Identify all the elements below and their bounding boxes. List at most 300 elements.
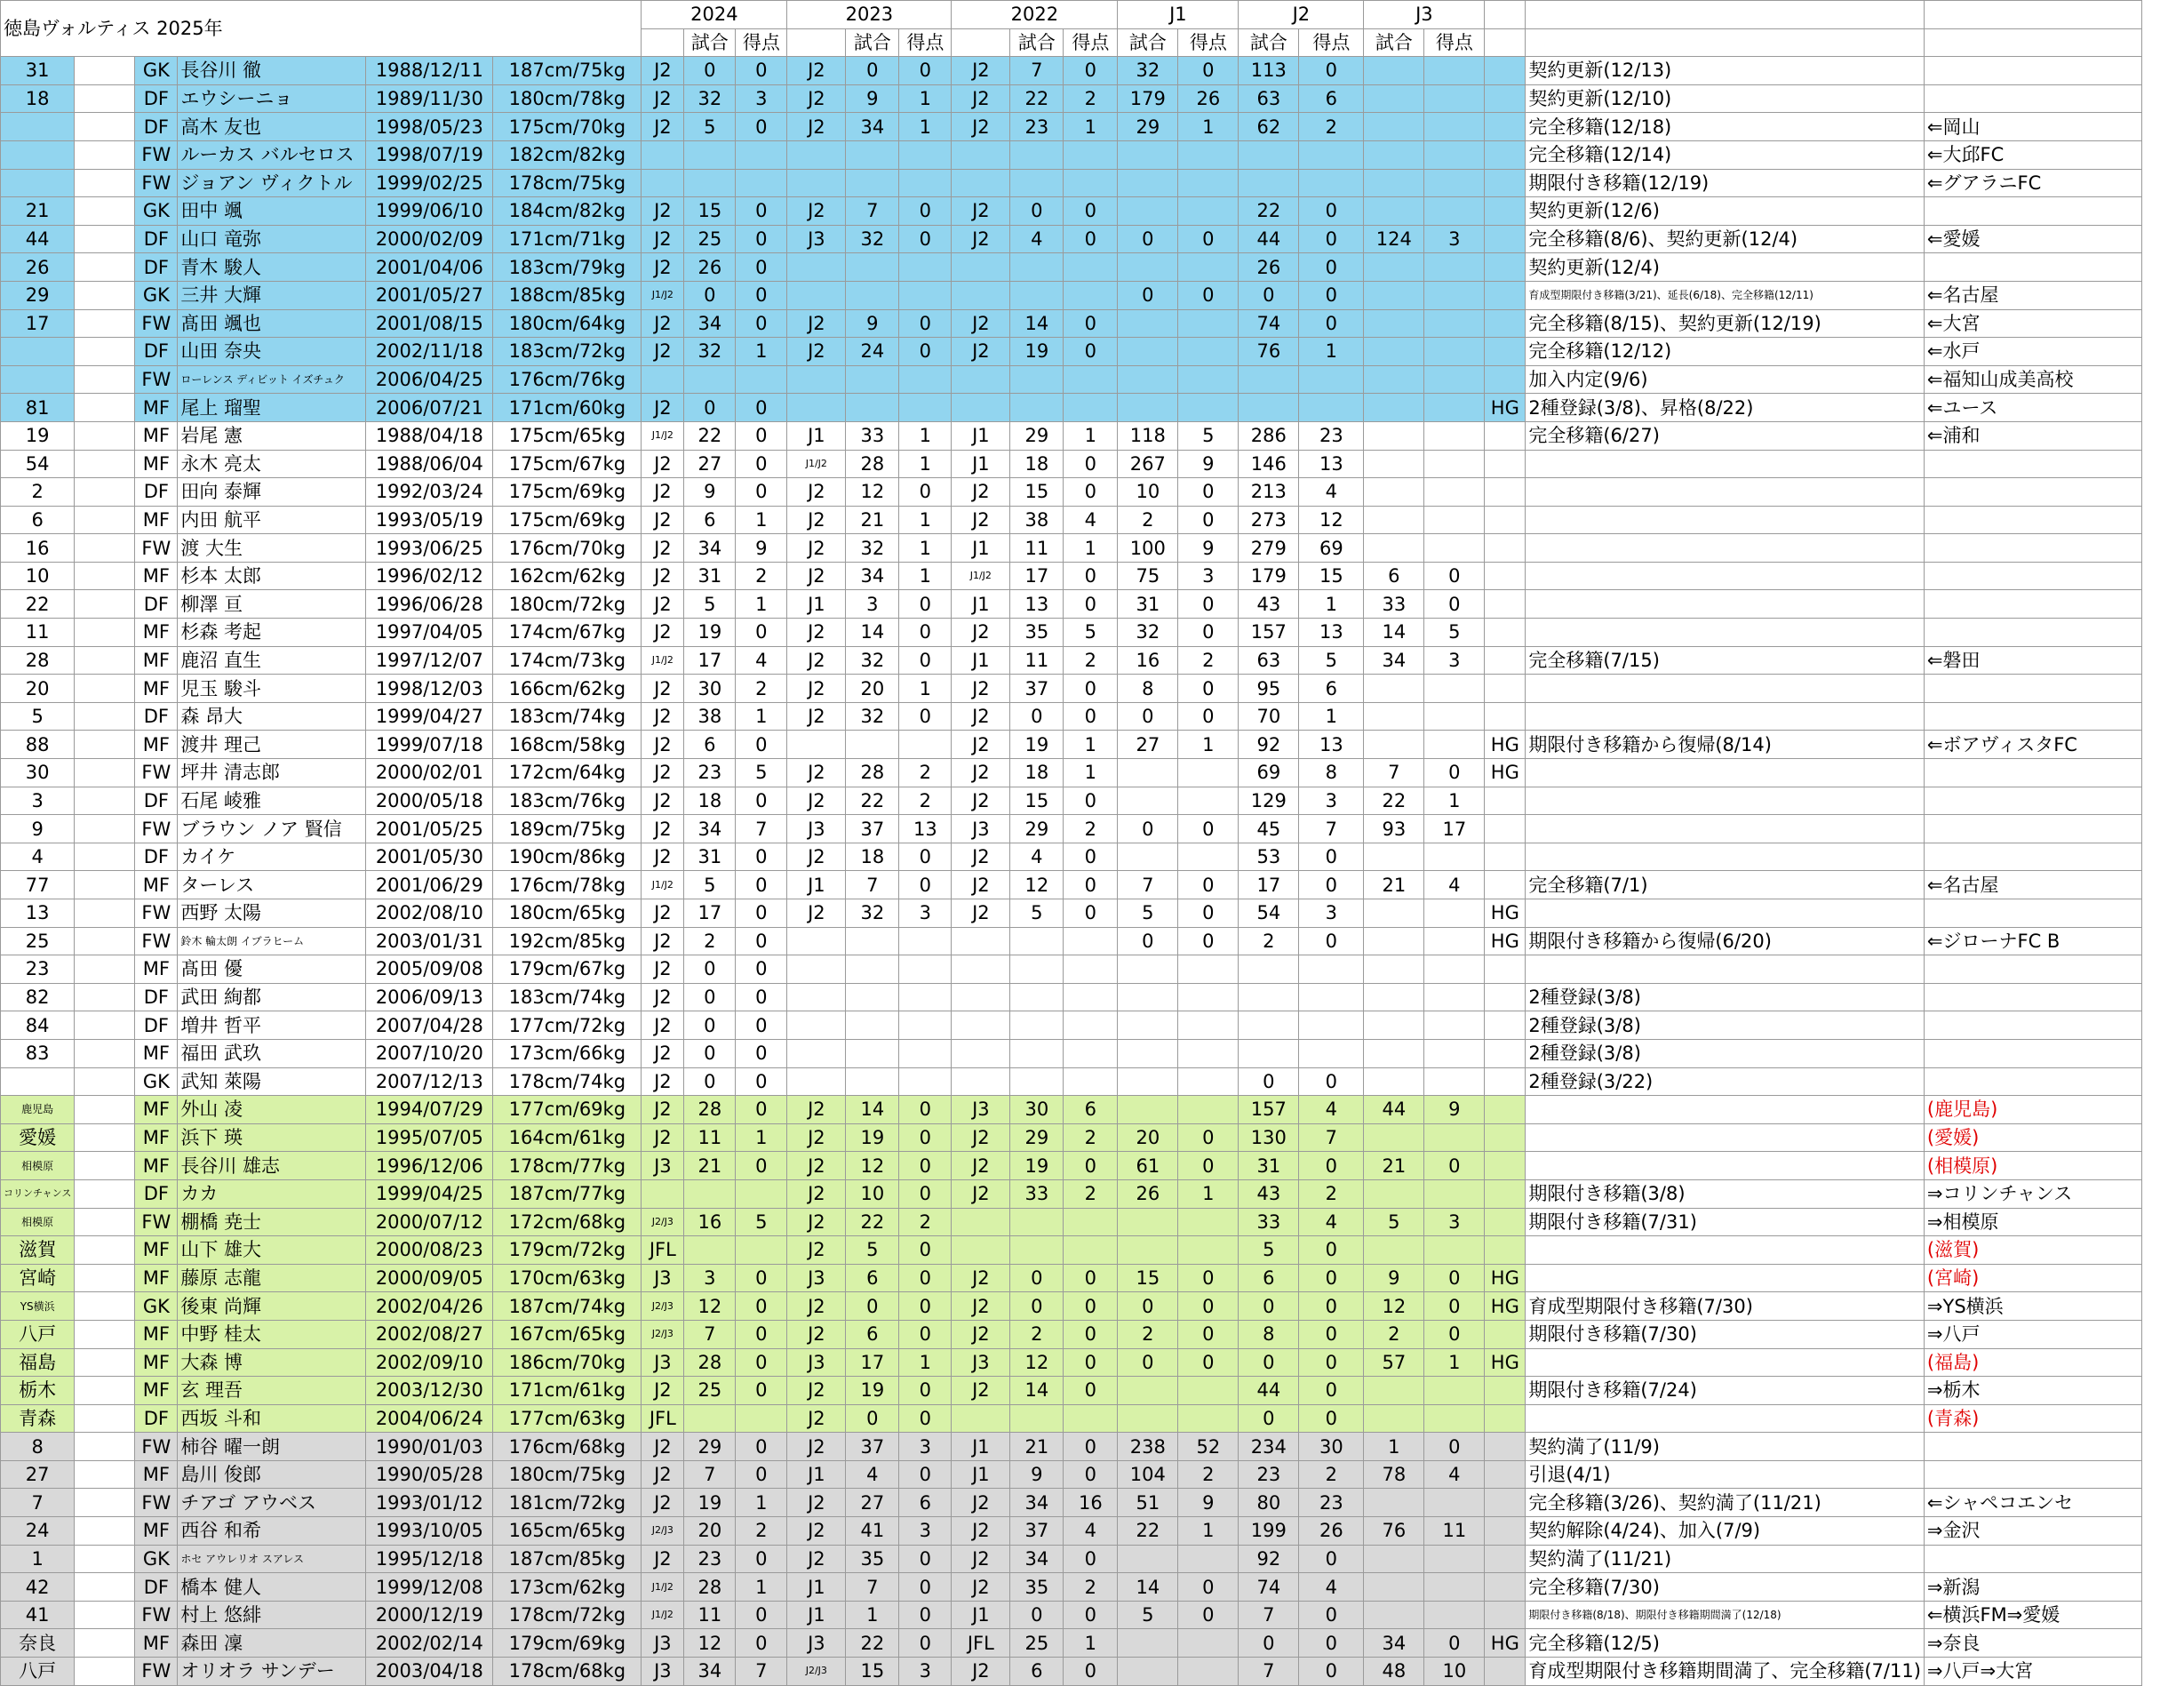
games-2022: [1010, 365, 1064, 394]
games-2023: 34: [846, 562, 899, 590]
goals-2023: 0: [899, 590, 952, 619]
league-2023: J2: [787, 702, 846, 731]
position: MF: [135, 955, 178, 984]
j2-games: 0: [1239, 1348, 1299, 1377]
league-2022: J2: [952, 731, 1010, 759]
player-row: [1, 140, 2142, 169]
height-weight: 178cm/75kg: [493, 169, 642, 197]
homegrown-flag: [1485, 590, 1526, 619]
transfer-route: [1924, 478, 2141, 507]
club-tag: [75, 787, 135, 815]
games-2022: 19: [1010, 338, 1064, 366]
games-2023: 0: [846, 1404, 899, 1433]
position: MF: [135, 1629, 178, 1658]
league-2023: [787, 1011, 846, 1040]
games-2024: [684, 1404, 736, 1433]
games-2022: 35: [1010, 1573, 1064, 1602]
transfer-note: [1526, 787, 1925, 815]
j2-goals: [1299, 983, 1364, 1011]
transfer-route: ⇐グアラニFC: [1924, 169, 2141, 197]
position: FW: [135, 534, 178, 563]
j2-goals: 8: [1299, 759, 1364, 787]
j1-games: 27: [1118, 731, 1178, 759]
games-2023: [846, 394, 899, 422]
league-2022: J2: [952, 84, 1010, 113]
player-row: [1, 84, 2142, 113]
league-2023: J3: [787, 1264, 846, 1292]
j1-games: [1118, 1545, 1178, 1573]
games-2022: 23: [1010, 113, 1064, 141]
transfer-route: ⇐名古屋: [1924, 871, 2141, 899]
height-weight: 183cm/74kg: [493, 702, 642, 731]
club-tag: [75, 338, 135, 366]
player-name: 杉森 考起: [178, 619, 366, 647]
j1-goals: 0: [1178, 225, 1239, 253]
homegrown-flag: [1485, 225, 1526, 253]
player-row: [1, 281, 2142, 309]
j3-goals: [1424, 1573, 1485, 1602]
player-name: 玄 理吾: [178, 1377, 366, 1405]
club-tag: [75, 675, 135, 703]
homegrown-flag: HG: [1485, 731, 1526, 759]
height-weight: 175cm/70kg: [493, 113, 642, 141]
games-2022: 13: [1010, 590, 1064, 619]
league-2024: J1/J2: [642, 1601, 684, 1629]
j3-goals: 0: [1424, 1292, 1485, 1321]
league-2024: J1/J2: [642, 281, 684, 309]
league-2023: J1: [787, 1573, 846, 1602]
j2-goals: 0: [1299, 1236, 1364, 1265]
birth-date: 2001/04/06: [366, 253, 493, 282]
transfer-note: 完全移籍(12/12): [1526, 338, 1925, 366]
goals-2023: 0: [899, 1320, 952, 1348]
goals-2023: 0: [899, 1404, 952, 1433]
club-tag: [75, 1096, 135, 1124]
number: 31: [1, 57, 75, 85]
j3-goals: [1424, 421, 1485, 450]
league-2023: [787, 955, 846, 984]
number: 愛媛: [1, 1123, 75, 1152]
goals-2022: 0: [1064, 1377, 1118, 1405]
games-2023: 27: [846, 1489, 899, 1517]
transfer-route: [1924, 702, 2141, 731]
player-row: [1, 253, 2142, 282]
games-2024: [684, 169, 736, 197]
goals-2023: 0: [899, 1236, 952, 1265]
league-2024: [642, 169, 684, 197]
goals-2023: [899, 983, 952, 1011]
j3-goals: [1424, 506, 1485, 534]
height-weight: 180cm/72kg: [493, 590, 642, 619]
j1-games: [1118, 787, 1178, 815]
transfer-route: [1924, 1039, 2141, 1067]
birth-date: 1997/04/05: [366, 619, 493, 647]
homegrown-flag: [1485, 983, 1526, 1011]
player-row: [1, 534, 2142, 563]
position: DF: [135, 1179, 178, 1208]
goals-header: 得点: [1178, 28, 1239, 57]
transfer-route: ⇐水戸: [1924, 338, 2141, 366]
goals-2023: 0: [899, 338, 952, 366]
player-name: 渡井 理己: [178, 731, 366, 759]
j1-games: 179: [1118, 84, 1178, 113]
homegrown-flag: HG: [1485, 1348, 1526, 1377]
j1-goals: 0: [1178, 590, 1239, 619]
transfer-note: 契約更新(12/4): [1526, 253, 1925, 282]
league-2024: J2: [642, 84, 684, 113]
player-name: 村上 悠緋: [178, 1601, 366, 1629]
season-header-2023: 2023: [787, 1, 952, 29]
transfer-route: [1924, 197, 2141, 226]
number: 19: [1, 421, 75, 450]
goals-2023: 0: [899, 843, 952, 871]
height-weight: 183cm/74kg: [493, 983, 642, 1011]
league-2023: J3: [787, 225, 846, 253]
league-2022: J2: [952, 1320, 1010, 1348]
homegrown-flag: [1485, 646, 1526, 675]
j2-games: 26: [1239, 253, 1299, 282]
league-2022: JFL: [952, 1629, 1010, 1658]
goals-2024: 1: [736, 590, 787, 619]
games-2024: [684, 1236, 736, 1265]
j1-games: [1118, 843, 1178, 871]
club-tag: [75, 1460, 135, 1489]
league-2024: J2: [642, 843, 684, 871]
j2-goals: 2: [1299, 1179, 1364, 1208]
j1-games: 267: [1118, 450, 1178, 478]
transfer-route: [1924, 1433, 2141, 1461]
number: 鹿児島: [1, 1096, 75, 1124]
goals-header: 得点: [1299, 28, 1364, 57]
league-2022: [952, 394, 1010, 422]
j1-games: 0: [1118, 702, 1178, 731]
homegrown-flag: [1485, 1404, 1526, 1433]
height-weight: 178cm/72kg: [493, 1601, 642, 1629]
club-tag: [75, 84, 135, 113]
games-2023: 18: [846, 843, 899, 871]
games-2022: 0: [1010, 702, 1064, 731]
league-2022: [952, 140, 1010, 169]
league-2024: J2: [642, 590, 684, 619]
position: GK: [135, 281, 178, 309]
number: 八戸: [1, 1320, 75, 1348]
games-2022: 21: [1010, 1433, 1064, 1461]
games-2024: 5: [684, 590, 736, 619]
birth-date: 1995/07/05: [366, 1123, 493, 1152]
number: 5: [1, 702, 75, 731]
j2-goals: [1299, 394, 1364, 422]
transfer-route: ⇒YS横浜: [1924, 1292, 2141, 1321]
j3-games: [1364, 1601, 1424, 1629]
games-header: 試合: [1010, 28, 1064, 57]
number: 82: [1, 983, 75, 1011]
transfer-route: (宮崎): [1924, 1264, 2141, 1292]
j1-games: [1118, 1629, 1178, 1658]
height-weight: 180cm/78kg: [493, 84, 642, 113]
games-2023: [846, 365, 899, 394]
goals-2024: 1: [736, 702, 787, 731]
birth-date: 1996/12/06: [366, 1152, 493, 1180]
league-2024: J2: [642, 506, 684, 534]
goals-2023: 3: [899, 1517, 952, 1546]
goals-2023: 1: [899, 675, 952, 703]
player-row: [1, 1629, 2142, 1658]
height-weight: 171cm/71kg: [493, 225, 642, 253]
transfer-route: [1924, 1011, 2141, 1040]
homegrown-flag: [1485, 113, 1526, 141]
j1-goals: 0: [1178, 675, 1239, 703]
club-tag: [75, 899, 135, 928]
club-tag: [75, 1179, 135, 1208]
j1-goals: 2: [1178, 1460, 1239, 1489]
number: 18: [1, 84, 75, 113]
homegrown-flag: [1485, 1433, 1526, 1461]
league-2023: J2: [787, 506, 846, 534]
goals-2023: 0: [899, 1573, 952, 1602]
goals-2024: 0: [736, 871, 787, 899]
j3-games: [1364, 1404, 1424, 1433]
games-2022: 29: [1010, 421, 1064, 450]
season-header-2022: 2022: [952, 1, 1118, 29]
transfer-note: 契約解除(4/24)、加入(7/9): [1526, 1517, 1925, 1546]
league-2024: J2: [642, 955, 684, 984]
player-row: [1, 1460, 2142, 1489]
player-row: [1, 197, 2142, 226]
league-2023: J2: [787, 1433, 846, 1461]
league-2023: J2: [787, 197, 846, 226]
height-weight: 172cm/64kg: [493, 759, 642, 787]
j2-games: [1239, 169, 1299, 197]
transfer-note: 契約満了(11/21): [1526, 1545, 1925, 1573]
j1-goals: [1178, 365, 1239, 394]
player-row: [1, 1292, 2142, 1321]
number: 滋賀: [1, 1236, 75, 1265]
j1-goals: 26: [1178, 84, 1239, 113]
transfer-note: [1526, 955, 1925, 984]
player-row: [1, 421, 2142, 450]
games-2024: 6: [684, 731, 736, 759]
goals-2024: 0: [736, 394, 787, 422]
transfer-note: [1526, 702, 1925, 731]
height-weight: 168cm/58kg: [493, 731, 642, 759]
transfer-note: 2種登録(3/8): [1526, 1011, 1925, 1040]
birth-date: 2002/02/14: [366, 1629, 493, 1658]
games-2024: 32: [684, 84, 736, 113]
j1-games: [1118, 309, 1178, 338]
games-2023: [846, 140, 899, 169]
player-name: 渡 大生: [178, 534, 366, 563]
birth-date: 1998/05/23: [366, 113, 493, 141]
header-blank: [1526, 28, 1925, 57]
j2-goals: 4: [1299, 1208, 1364, 1236]
club-tag: [75, 309, 135, 338]
player-name: 青木 駿人: [178, 253, 366, 282]
transfer-route: [1924, 843, 2141, 871]
j3-games: 34: [1364, 1629, 1424, 1658]
league-2024: J3: [642, 1658, 684, 1686]
goals-2022: 6: [1064, 1096, 1118, 1124]
j2-goals: 0: [1299, 1320, 1364, 1348]
height-weight: 177cm/63kg: [493, 1404, 642, 1433]
j1-goals: 1: [1178, 1179, 1239, 1208]
goals-2024: 1: [736, 1573, 787, 1602]
position: MF: [135, 646, 178, 675]
league-2022: J2: [952, 1545, 1010, 1573]
j1-games: [1118, 983, 1178, 1011]
goals-2024: 0: [736, 899, 787, 928]
player-name: エウシーニョ: [178, 84, 366, 113]
transfer-route: [1924, 1067, 2141, 1096]
player-row: [1, 871, 2142, 899]
j1-games: 238: [1118, 1433, 1178, 1461]
goals-2024: 0: [736, 619, 787, 647]
transfer-note: [1526, 590, 1925, 619]
j2-games: 74: [1239, 1573, 1299, 1602]
league-2023: J2: [787, 899, 846, 928]
height-weight: 177cm/72kg: [493, 1011, 642, 1040]
games-2023: 9: [846, 84, 899, 113]
league-2024: J2: [642, 1489, 684, 1517]
player-row: [1, 1320, 2142, 1348]
league-2023: J2: [787, 1208, 846, 1236]
j3-goals: [1424, 1179, 1485, 1208]
games-2023: 33: [846, 421, 899, 450]
j2-games: 62: [1239, 113, 1299, 141]
club-tag: [75, 1377, 135, 1405]
league-2024: J2: [642, 394, 684, 422]
height-weight: 164cm/61kg: [493, 1123, 642, 1152]
j3-goals: [1424, 843, 1485, 871]
j3-games: [1364, 309, 1424, 338]
j1-goals: [1178, 1039, 1239, 1067]
transfer-route: [1924, 759, 2141, 787]
position: FW: [135, 365, 178, 394]
games-2022: [1010, 140, 1064, 169]
goals-2022: 0: [1064, 1292, 1118, 1321]
goals-2023: 0: [899, 619, 952, 647]
j1-goals: [1178, 759, 1239, 787]
goals-2023: 1: [899, 534, 952, 563]
j2-games: [1239, 1011, 1299, 1040]
j2-games: 74: [1239, 309, 1299, 338]
homegrown-flag: [1485, 1123, 1526, 1152]
player-row: [1, 1011, 2142, 1040]
homegrown-flag: [1485, 1096, 1526, 1124]
transfer-note: 育成型期限付き移籍(7/30): [1526, 1292, 1925, 1321]
j1-goals: 0: [1178, 1601, 1239, 1629]
birth-date: 1988/04/18: [366, 421, 493, 450]
player-name: カカ: [178, 1179, 366, 1208]
league-2022: [952, 1039, 1010, 1067]
games-header: 試合: [684, 28, 736, 57]
league-2022: J2: [952, 702, 1010, 731]
league-2022: J2: [952, 1123, 1010, 1152]
number: 23: [1, 955, 75, 984]
games-2022: 37: [1010, 1517, 1064, 1546]
club-tag: [75, 1292, 135, 1321]
height-weight: 172cm/68kg: [493, 1208, 642, 1236]
j1-goals: [1178, 1629, 1239, 1658]
player-name: 棚橋 尭士: [178, 1208, 366, 1236]
player-name: 永木 亮太: [178, 450, 366, 478]
j1-goals: [1178, 1377, 1239, 1405]
league-2022: J2: [952, 619, 1010, 647]
games-2024: 31: [684, 562, 736, 590]
goals-2022: 2: [1064, 1179, 1118, 1208]
j2-games: 17: [1239, 871, 1299, 899]
goals-2022: [1064, 140, 1118, 169]
games-2023: 32: [846, 899, 899, 928]
height-weight: 176cm/76kg: [493, 365, 642, 394]
player-name: 髙田 颯也: [178, 309, 366, 338]
games-2024: 25: [684, 225, 736, 253]
games-2022: 12: [1010, 1348, 1064, 1377]
number: 81: [1, 394, 75, 422]
goals-2022: 0: [1064, 309, 1118, 338]
goals-2024: 0: [736, 478, 787, 507]
club-tag: [75, 281, 135, 309]
league-2022: J2: [952, 1489, 1010, 1517]
homegrown-flag: HG: [1485, 394, 1526, 422]
birth-date: 2001/05/25: [366, 815, 493, 843]
games-2022: 35: [1010, 619, 1064, 647]
league-2023: J3: [787, 1348, 846, 1377]
j2-games: 92: [1239, 1545, 1299, 1573]
goals-2022: [1064, 394, 1118, 422]
transfer-note: [1526, 843, 1925, 871]
number: 11: [1, 619, 75, 647]
transfer-note: [1526, 534, 1925, 563]
height-weight: 178cm/68kg: [493, 1658, 642, 1686]
player-row: [1, 1348, 2142, 1377]
position: MF: [135, 450, 178, 478]
height-weight: 176cm/70kg: [493, 534, 642, 563]
player-row: [1, 590, 2142, 619]
j3-games: [1364, 478, 1424, 507]
games-2022: [1010, 253, 1064, 282]
goals-2022: [1064, 1208, 1118, 1236]
goals-2024: 0: [736, 1348, 787, 1377]
goals-2022: 0: [1064, 675, 1118, 703]
league-2023: J2: [787, 1404, 846, 1433]
j3-goals: [1424, 731, 1485, 759]
goals-2024: 4: [736, 646, 787, 675]
j3-goals: [1424, 675, 1485, 703]
club-tag: [75, 421, 135, 450]
j2-games: 213: [1239, 478, 1299, 507]
player-row: [1, 450, 2142, 478]
games-2024: 17: [684, 899, 736, 928]
j3-games: [1364, 169, 1424, 197]
j2-games: 70: [1239, 702, 1299, 731]
position: MF: [135, 871, 178, 899]
j2-games: 95: [1239, 675, 1299, 703]
club-tag: [75, 759, 135, 787]
goals-2022: [1064, 1404, 1118, 1433]
player-name: 髙田 優: [178, 955, 366, 984]
j3-games: 5: [1364, 1208, 1424, 1236]
goals-2022: 0: [1064, 843, 1118, 871]
goals-2023: 1: [899, 84, 952, 113]
j1-goals: 0: [1178, 1264, 1239, 1292]
birth-date: 2006/04/25: [366, 365, 493, 394]
j1-goals: 0: [1178, 1348, 1239, 1377]
goals-2022: 0: [1064, 1601, 1118, 1629]
club-tag: [75, 955, 135, 984]
player-name: 福田 武玖: [178, 1039, 366, 1067]
transfer-note: [1526, 1152, 1925, 1180]
player-row: [1, 478, 2142, 507]
